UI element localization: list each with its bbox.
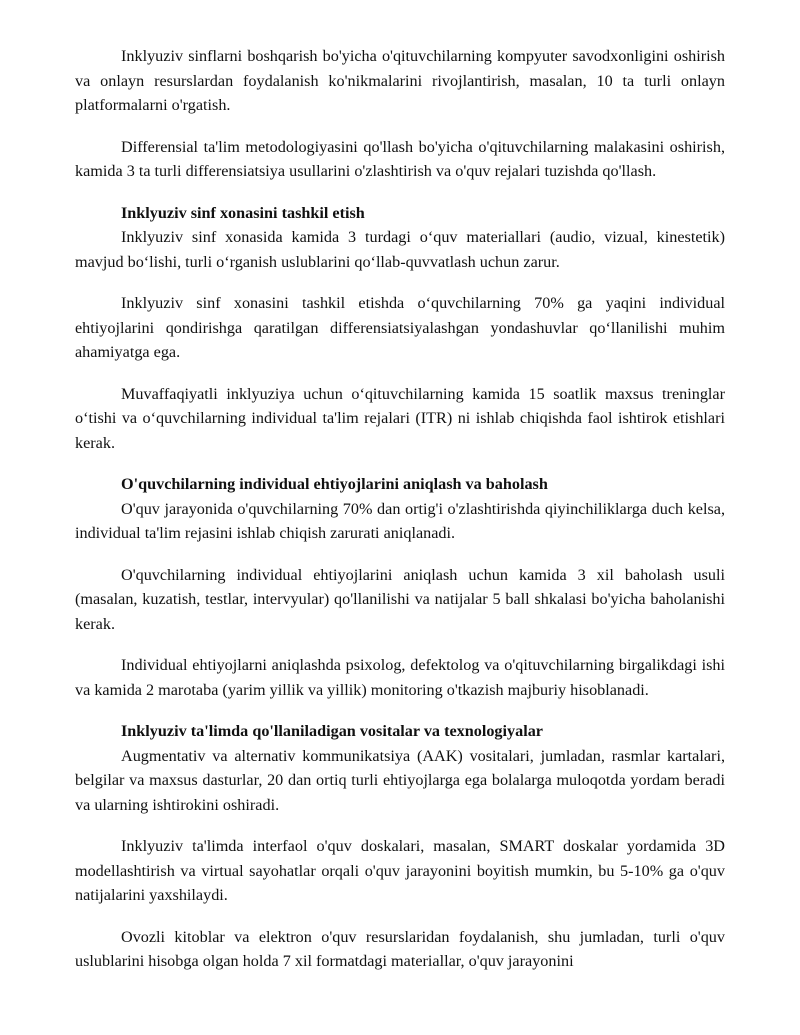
paragraph: O'quv jarayonida o'quvchilarning 70% dan ortig'i o'zlashtirishda qiyinchiliklarga duch kelsa, individual ta'lim rejasini ishlab chiqish zarurati aniqlanadi.	[75, 499, 725, 542]
document-page	[75, 44, 725, 991]
paragraph: Inklyuziv ta'limda interfaol o'quv doskalari, masalan, SMART doskalar yordamida 3D modellashtirish va virtual sayohatlar orqali o'quv jarayonini boyitish mumkin, bu 5-10% ga o'quv natijalarini yaxshilaydi.	[75, 837, 725, 904]
paragraph: Inklyuziv sinflarni boshqarish bo'yicha o'qituvchilarning kompyuter savodxonligini oshirish va onlayn resurslardan foydalanish ko'nikmalarini rivojlantirish, masalan, 10 ta turli onlayn platformalarni o'rgatish.	[75, 47, 725, 114]
paragraph: Augmentativ va alternativ kommunikatsiya (AAK) vositalari, jumladan, rasmlar kartalari, belgilar va maxsus dasturlar, 20 dan ortiq turli ehtiyojlarga ega bolalarga muloqotda yordam beradi va ularning ishtirokini oshiradi.	[75, 746, 725, 814]
section-heading: Inklyuziv ta'limda qo'llaniladigan vositalar va texnologiyalar	[121, 722, 543, 740]
paragraph: Inklyuziv sinf xonasini tashkil etishda o‘quvchilarning 70% ga yaqini individual ehtiyojlarini qondirishga qaratilgan differensiatsiyalashgan yondashuvlar qo‘llanilishi muhim ahamiyatga ega.	[75, 294, 725, 361]
paragraph: O'quvchilarning individual ehtiyojlarini aniqlash uchun kamida 3 xil baholash usuli (masalan, kuzatish, testlar, intervyular) qo'llanilishi va natijalar 5 ball shkalasi bo'yicha baholanishi kerak.	[75, 565, 725, 633]
paragraph: Inklyuziv sinf xonasida kamida 3 turdagi o‘quv materiallari (audio, vizual, kinestetik) mavjud bo‘lishi, turli o‘rganish uslublarini qo‘llab-quvvatlash uchun zarur.	[75, 228, 725, 271]
paragraph: Muvaffaqiyatli inklyuziya uchun o‘qituvchilarning kamida 15 soatlik maxsus treninglar o‘tishi va o‘quvchilarning individual ta'lim rejalari (ITR) ni ishlab chiqishda faol ishtirok etishlari kerak.	[75, 384, 725, 452]
paragraph: Ovozli kitoblar va elektron o'quv resurslaridan foydalanish, shu jumladan, turli o'quv uslublarini hisobga olgan holda 7 xil formatdagi materiallar, o'quv jarayonini	[75, 927, 725, 970]
section-heading: Inklyuziv sinf xonasini tashkil etish	[121, 203, 365, 222]
section-heading: O'quvchilarning individual ehtiyojlarini aniqlash va baholash	[121, 475, 548, 493]
paragraph: Individual ehtiyojlarni aniqlashda psixolog, defektolog va o'qituvchilarning birgalikdagi ishi va kamida 2 marotaba (yarim yillik va yillik) monitoring o'tkazish majburiy hisoblanadi.	[75, 656, 725, 699]
paragraph: Differensial ta'lim metodologiyasini qo'llash bo'yicha o'qituvchilarning malakasini oshirish, kamida 3 ta turli differensiatsiya usullarini o'zlashtirish va o'quv rejalari tuzishda qo'llash.	[75, 137, 725, 180]
